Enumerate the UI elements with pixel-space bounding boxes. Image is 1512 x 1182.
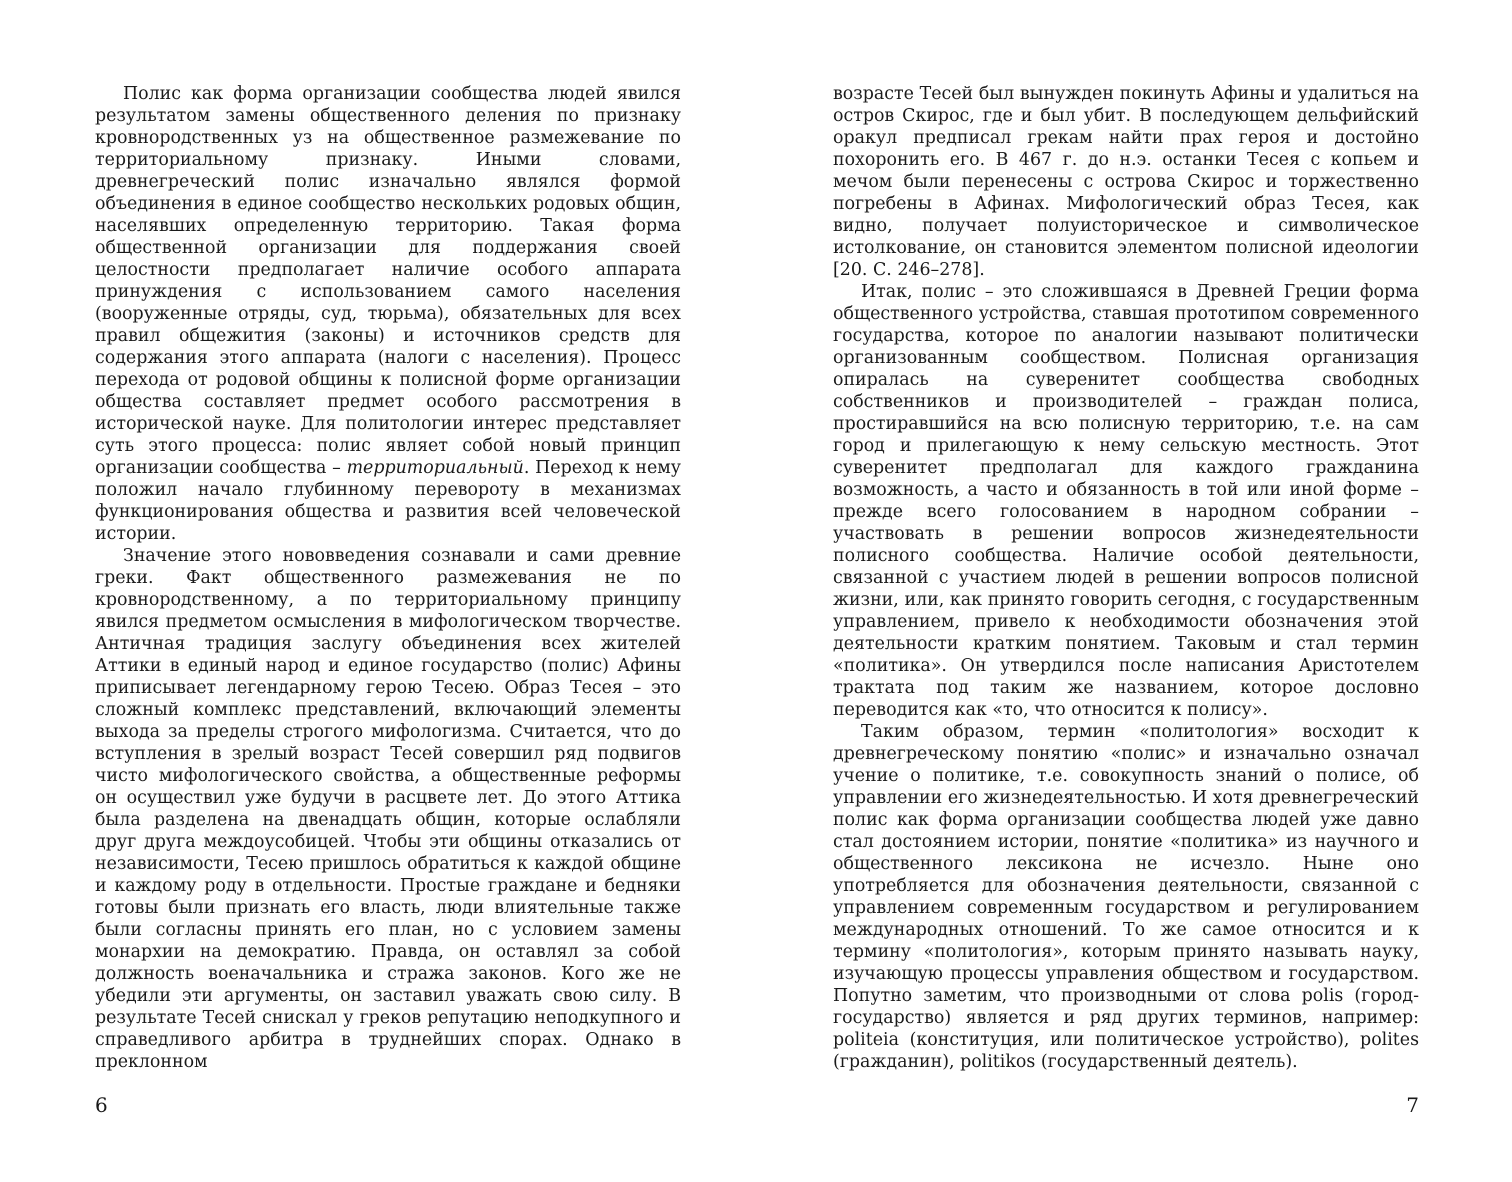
paragraph: Таким образом, термин «политология» восходит к древнегреческому понятию «полис» и изначально означал учение о политике, т.е. совокупность знаний о полисе, об управлении его жизнедеятельностью. И хотя древнегреческий полис как форма организации сообщества людей уже давно стал достоянием истории, понятие «политика» из научного и общественного лексикона не исчезло. Ныне оно употребляется для обозначения деятельности, связанной с управлением современным государством и регулированием международных отношений. То же самое относится и к термину «политология», которым принято называть науку, изучающую процессы управления обществом и государством. Попутно заметим, что производными от слова polis (город-государство) является и ряд других терминов, например: politeia (конституция, или политическое устройство), polites (гражданин), politikos (государственный деятель).	[833, 722, 1419, 1072]
paragraph: Значение этого нововведения сознавали и сами древние греки. Факт общественного размежевания не по кровнородственному, а по территориальному принципу явился предметом осмысления в мифологическом творчестве. Античная традиция заслугу объединения всех жителей Аттики в единый народ и единое государство (полис) Афины приписывает легендарному герою Тесею. Образ Тесея – это сложный комплекс представлений, включающий элементы выхода за пределы строгого мифологизма. Считается, что до вступления в зрелый возраст Тесей совершил ряд подвигов чисто мифологического свойства, а общественные реформы он осуществил уже будучи в расцвете лет. До этого Аттика была разделена на двенадцать общин, которые ослабляли друг друга междоусобицей. Чтобы эти общины отказались от независимости, Тесею пришлось обратиться к каждой общине и каждому роду в отдельности. Простые граждане и бедняки готовы были признать его власть, люди влиятельные также были согласны принять его план, но с условием замены монархии на демократию. Правда, он оставлял за собой должность военачальника и стража законов. Кого же не убедили эти аргументы, он заставил уважать свою силу. В результате Тесей снискал у греков репутацию неподкупного и справедливого арбитра в труднейших спорах. Однако в преклонном	[95, 546, 681, 1072]
paragraph-text: Полис как форма организации сообщества людей явился результатом замены общественного деления по признаку кровнородственных уз на общественное размежевание по территориальному признаку. Иными словами, древнегреческий полис изначально являлся формой объединения в единое сообщество нескольких родовых общин, населявших определенную территорию. Такая форма общественной организации для поддержания своей целостности предполагает наличие особого аппарата принуждения с использованием самого населения (вооруженные отряды, суд, тюрьма), обязательных для всех правил общежития (законы) и источников средств для содержания этого аппарата (налоги с населения). Процесс перехода от родовой общины к полисной форме организации общества составляет предмет особого рассмотрения в исторической науке. Для политологии интерес представляет суть этого процесса: полис являет собой новый принцип организации сообщества –	[95, 84, 681, 478]
left-page-text	[95, 83, 681, 1073]
emphasized-term: территориальный	[346, 458, 524, 478]
page-number-left: 6	[95, 1093, 108, 1117]
right-page	[756, 0, 1512, 1182]
right-page-text	[833, 83, 1419, 1073]
paragraph: возрасте Тесей был вынужден покинуть Афины и удалиться на остров Скирос, где и был убит. В последующем дельфийский оракул предписал грекам найти прах героя и достойно похоронить его. В 467 г. до н.э. останки Тесея с копьем и мечом были перенесены с острова Скирос и торжественно погребены в Афинах. Мифологический образ Тесея, как видно, получает полуисторическое и символическое истолкование, он становится элементом полисной идеологии [20. С. 246–278].	[833, 84, 1419, 280]
paragraph-text: . Переход к нему положил начало глубинному перевороту в механизмах функционирования общества и развития всей человеческой истории.	[95, 458, 681, 544]
paragraph	[95, 83, 681, 545]
page-number-right: 7	[1406, 1093, 1419, 1117]
paragraph: Итак, полис – это сложившаяся в Древней Греции форма общественного устройства, ставшая прототипом современного государства, которое по аналогии называют политически организованным сообществом. Полисная организация опиралась на суверенитет сообщества свободных собственников и производителей – граждан полиса, простиравшийся на всю полисную территорию, т.е. на сам город и прилегающую к нему сельскую местность. Этот суверенитет предполагал для каждого гражданина возможность, а часто и обязанность в той или иной форме – прежде всего голосованием в народном собрании – участвовать в решении вопросов жизнедеятельности полисного сообщества. Наличие особой деятельности, связанной с участием людей в решении вопросов полисной жизни, или, как принято говорить сегодня, с государственным управлением, привело к необходимости обозначения этой деятельности кратким понятием. Таковым и стал термин «политика». Он утвердился после написания Аристотелем трактата под таким же названием, которое дословно переводится как «то, что относится к полису».	[833, 282, 1419, 720]
